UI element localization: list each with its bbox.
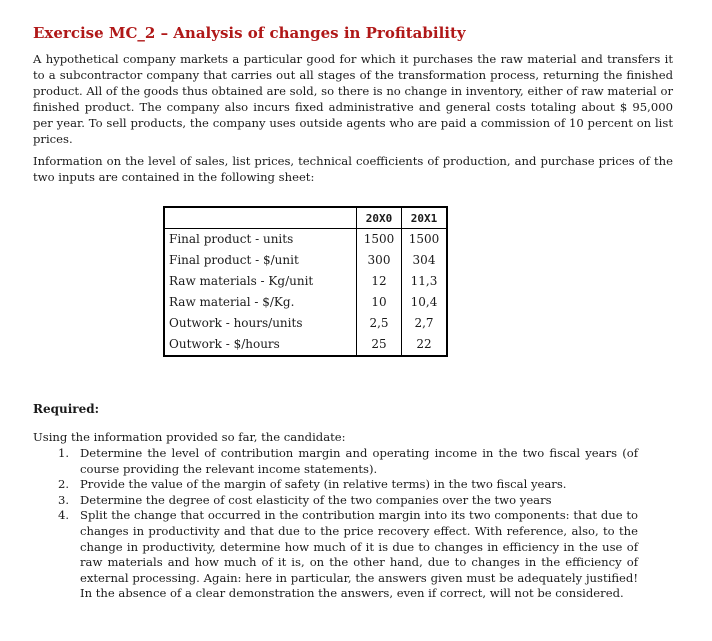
list-item-text: Determine the level of contribution margin and operating income in the two fiscal years (of course providing the relevant income statements). xyxy=(80,446,638,476)
table-row xyxy=(164,292,447,313)
task-list xyxy=(33,446,638,602)
data-table-container xyxy=(163,206,448,357)
row-value: 22 xyxy=(402,334,448,356)
required-heading: Required: xyxy=(33,402,100,416)
row-value: 2,7 xyxy=(402,313,448,334)
table-header-year: 20X0 xyxy=(357,207,402,229)
list-item xyxy=(33,493,638,509)
table-header-year: 20X1 xyxy=(402,207,448,229)
list-item-number: 2. xyxy=(58,477,70,492)
row-value: 10,4 xyxy=(402,292,448,313)
row-value: 1500 xyxy=(357,229,402,251)
table-row xyxy=(164,313,447,334)
row-value: 25 xyxy=(357,334,402,356)
row-value: 304 xyxy=(402,250,448,271)
data-table xyxy=(163,206,448,357)
paragraph-description: A hypothetical company markets a particular good for which it purchases the raw material and transfers it to a subcontractor company that carries out all stages of the transformation process, returning the finished product. All of the goods thus obtained are sold, so there is no change in inventory, either of raw material or finished product. The company also incurs fixed administrative and general costs totaling about $ 95,000 per year. To sell products, the company uses outside agents who are paid a commission of 10 percent on list prices. xyxy=(33,52,673,146)
row-label: Raw materials - Kg/unit xyxy=(164,271,357,292)
row-value: 300 xyxy=(357,250,402,271)
row-label: Outwork - hours/units xyxy=(164,313,357,334)
table-header-row xyxy=(164,207,447,229)
row-label: Raw material - $/Kg. xyxy=(164,292,357,313)
table-row xyxy=(164,229,447,251)
list-item-number: 1. xyxy=(58,446,70,460)
row-label: Outwork - $/hours xyxy=(164,334,357,356)
list-item xyxy=(33,446,638,477)
row-value: 11,3 xyxy=(402,271,448,292)
required-intro: Using the information provided so far, the candidate: xyxy=(33,430,346,444)
list-item-text: Provide the value of the margin of safety (in relative terms) in the two fiscal years. xyxy=(80,477,567,492)
row-value: 10 xyxy=(357,292,402,313)
row-value: 12 xyxy=(357,271,402,292)
row-label: Final product - units xyxy=(164,229,357,251)
paragraph-information: Information on the level of sales, list prices, technical coefficients of production, and purchase prices of the two inputs are contained in the following sheet: xyxy=(33,154,673,184)
row-value: 1500 xyxy=(402,229,448,251)
row-value: 2,5 xyxy=(357,313,402,334)
list-item-number: 3. xyxy=(58,492,70,507)
table-row xyxy=(164,271,447,292)
row-label: Final product - $/unit xyxy=(164,250,357,271)
list-item xyxy=(33,508,638,602)
list-item-text: Split the change that occurred in the contribution margin into its two components: that due to changes in productivity and that due to the price recovery effect. With reference, also, to the change in productivity, determine how much of it is due to changes in efficiency in the use of raw materials and how much of it is, on the other hand, due to changes in the efficiency of external processing. Again: here in particular, the answers given must be adequately justified! In the absence of a clear demonstration the answers, even if correct, will not be considered. xyxy=(80,508,638,601)
list-item-text: Determine the degree of cost elasticity of the two companies over the two years xyxy=(80,492,552,507)
table-header-empty xyxy=(164,207,357,229)
list-item-number: 4. xyxy=(58,508,70,523)
exercise-title: Exercise MC_2 – Analysis of changes in Profitability xyxy=(33,24,466,42)
table-row xyxy=(164,334,447,356)
list-item xyxy=(33,477,638,493)
table-row xyxy=(164,250,447,271)
document-page xyxy=(33,24,673,185)
